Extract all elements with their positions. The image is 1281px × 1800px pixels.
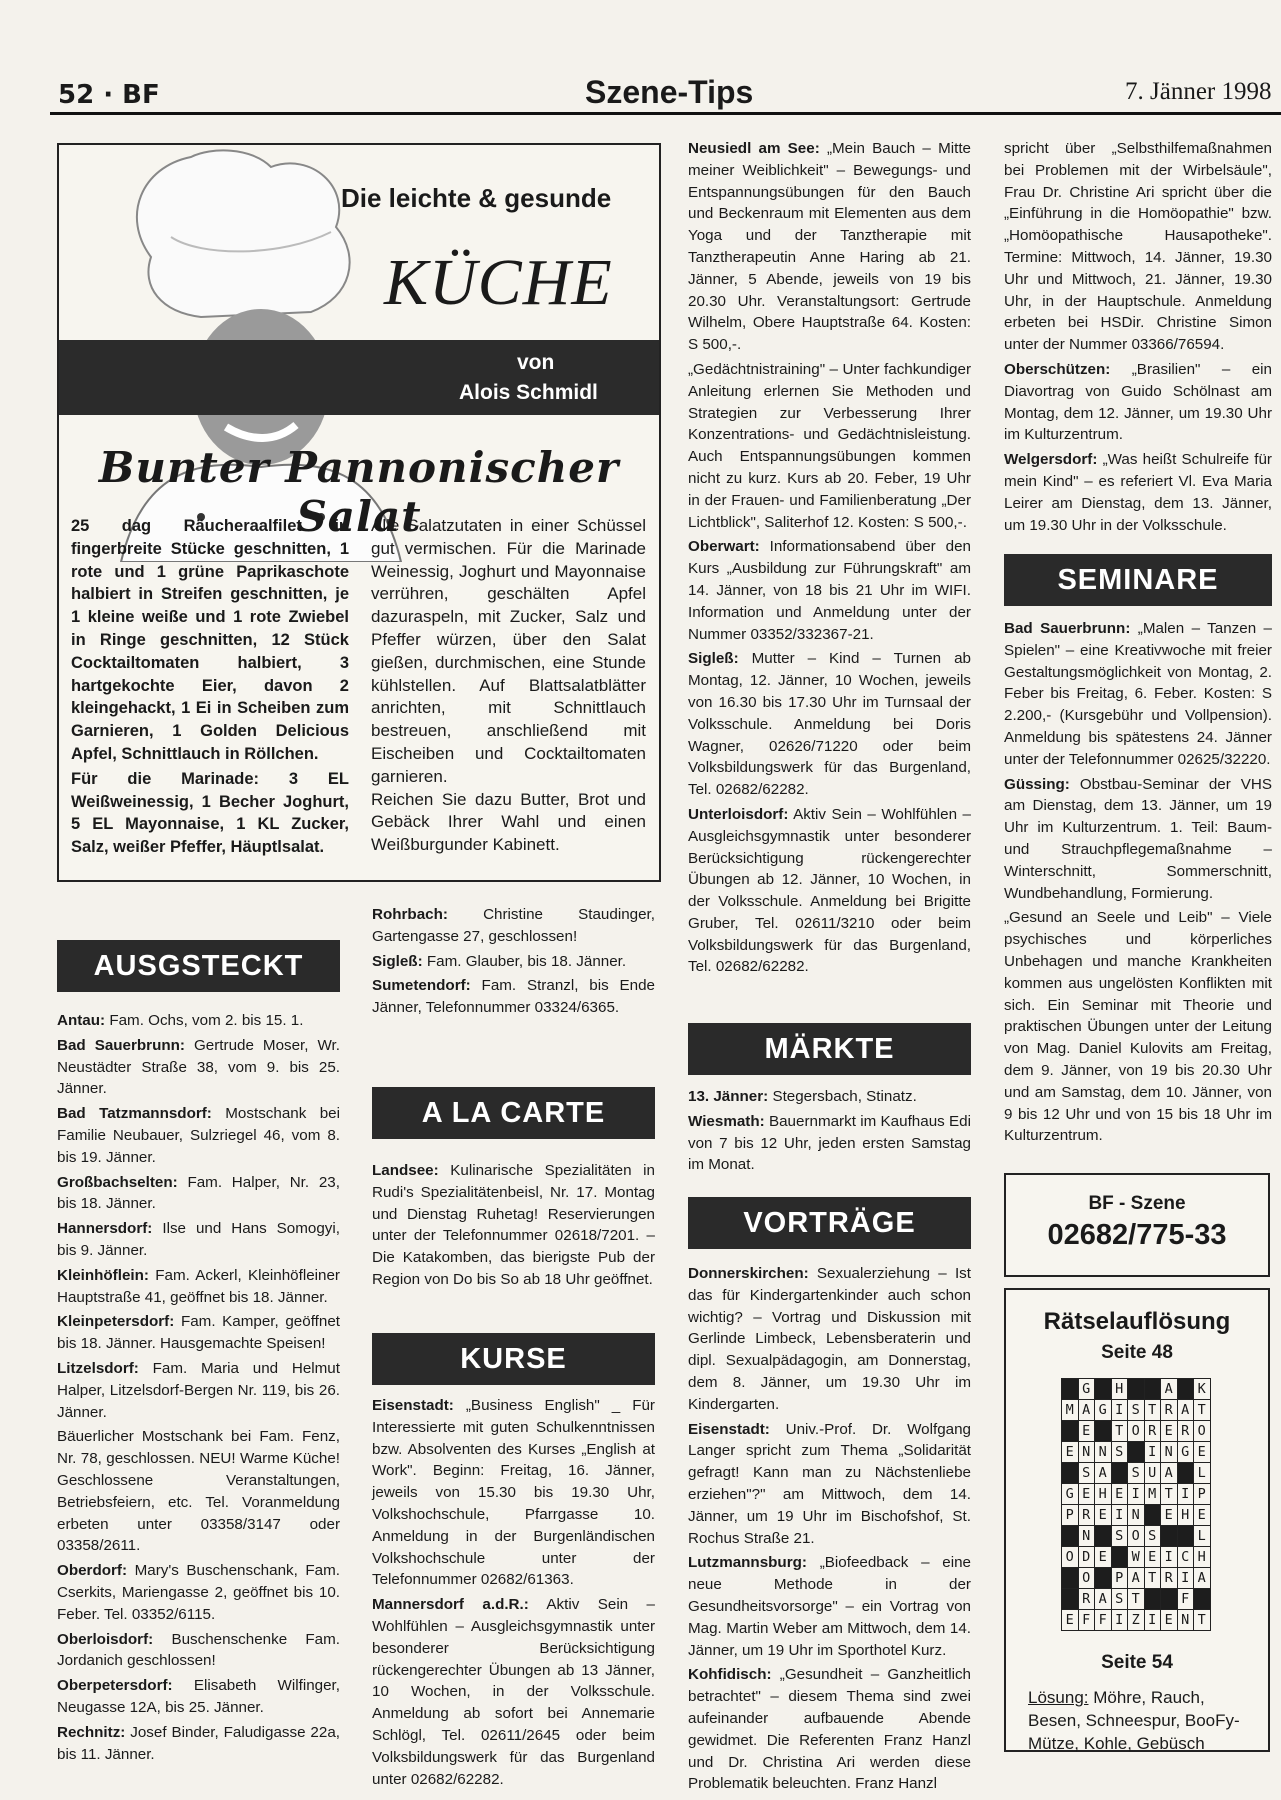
grid-letter-cell: F <box>1078 1610 1095 1631</box>
listing-place: Rohrbach: <box>372 906 448 923</box>
listing-entry <box>688 1086 971 1108</box>
listing-text: Univ.-Prof. Dr. Wolfgang Langer spricht zum Thema „Solidarität gefragt! Kann man zu Nächstenliebe erziehen"?" am Mittwoch, dem 14. Jänner, um 19 Uhr im Bischofshof, St. Rochus Straße 21. <box>688 1420 971 1547</box>
ingredients-list: 25 dag Räucheraalfilet in fingerbreite Stücke geschnitten, 1 rote und 1 grüne Paprikaschote halbiert in Streifen geschnitten, je 1 kleine weiße und 1 rote Zwiebel in Ringe geschnitten, 12 Stück Cocktailtomaten halbiert, 3 hartgekochte Eier, davon 2 kleingehackt, 1 Ei in Scheiben zum Garnieren, 1 Golden Delicious Apfel, Schnittlauch in Röllchen. <box>71 517 349 763</box>
puzzle-solution-box <box>1004 1288 1270 1752</box>
grid-letter-cell: O <box>1078 1568 1095 1589</box>
listing-text: Fam. Halper, Nr. 23, bis 18. Jänner. <box>57 1173 340 1213</box>
grid-letter-cell: G <box>1095 1400 1112 1421</box>
listing-text: Bäuerlicher Mostschank bei Fam. Fenz, Nr. 78, geschlossen. NEU! Warme Küche! Geschlossene Veranstaltungen, Betriebsfeiern, etc. Tel. Voranmeldung erbeten unter 03358/3147 oder 03358/2611. <box>57 1428 340 1555</box>
grid-letter-cell: T <box>1194 1400 1211 1421</box>
grid-letter-cell: E <box>1111 1484 1128 1505</box>
grid-letter-cell: I <box>1111 1505 1128 1526</box>
listing-place: Wiesmath: <box>688 1112 765 1130</box>
grid-letter-cell: S <box>1128 1463 1145 1484</box>
grid-black-cell <box>1144 1589 1161 1610</box>
listing-entry <box>57 1722 340 1766</box>
listing-place: Oberwart: <box>688 538 760 556</box>
listing-entry <box>688 1664 971 1795</box>
grid-letter-cell: T <box>1111 1421 1128 1442</box>
listing-text: Bauernmarkt im Kaufhaus Edi von 7 bis 12 Uhr, jeden ersten Samstag im Monat. <box>688 1112 971 1174</box>
grid-letter-cell: S <box>1078 1463 1095 1484</box>
banner-ausgsteckt: AUSGSTECKT <box>57 940 340 992</box>
grid-letter-cell: I <box>1177 1568 1194 1589</box>
grid-letter-cell: I <box>1144 1610 1161 1631</box>
column-headline: Die leichte & gesunde <box>341 183 612 213</box>
listing-place: Mannersdorf a.d.R.: <box>372 1596 529 1614</box>
listing-entry <box>1004 359 1272 446</box>
grid-letter-cell: E <box>1161 1505 1178 1526</box>
column-title-kueche: KÜCHE <box>384 246 613 319</box>
instructions <box>371 515 646 857</box>
vortraege-list <box>688 1263 971 1798</box>
banner-maerkte: MÄRKTE <box>688 1023 971 1075</box>
grid-black-cell <box>1062 1589 1079 1610</box>
szene-contact-box <box>1004 1173 1270 1277</box>
listing-place: Lutzmannsburg: <box>688 1554 807 1572</box>
listing-entry <box>688 138 971 356</box>
grid-letter-cell: M <box>1144 1484 1161 1505</box>
listing-text: Ilse und Hans Somogyi, bis 9. Jänner. <box>57 1220 340 1259</box>
banner-kurse: KURSE <box>372 1333 655 1385</box>
grid-letter-cell: N <box>1161 1442 1178 1463</box>
recipe-title: Bunter Pannonischer Salat <box>98 443 620 541</box>
listing-place: Oberloisdorf: <box>57 1630 154 1648</box>
listing-entry <box>1004 449 1272 536</box>
crossword-grid <box>1061 1378 1211 1631</box>
listing-text: Obstbau-Seminar der VHS am Dienstag, dem 13. Jänner, um 19 Uhr im Kulturzentrum. 1. Teil: Baum- und Strauchpflegemaßnahme – Winterschnitt, Sommerschnitt, Wundbehandlung, Formierung. <box>1004 775 1272 902</box>
grid-row <box>1062 1547 1211 1568</box>
alacarte-list <box>372 1160 655 1294</box>
listing-place: Landsee: <box>372 1162 439 1179</box>
listing-entry <box>688 1552 971 1661</box>
listing-place: Sumetendorf: <box>372 977 471 995</box>
grid-letter-cell: O <box>1194 1421 1211 1442</box>
grid-letter-cell: N <box>1078 1526 1095 1547</box>
listing-text: Fam. Ackerl, Kleinhöfleiner Hauptstraße 41, geöffnet bis 18. Jänner. <box>57 1266 340 1306</box>
listing-text: Fam. Ochs, vom 2. bis 15. 1. <box>109 1012 304 1029</box>
grid-letter-cell: T <box>1161 1484 1178 1505</box>
grid-row <box>1062 1421 1211 1442</box>
listing-place: Welgersdorf: <box>1004 451 1098 469</box>
grid-letter-cell: T <box>1128 1589 1145 1610</box>
grid-letter-cell: A <box>1095 1463 1112 1484</box>
puzzle-page-48: Seite 48 <box>1101 1342 1173 1363</box>
grid-letter-cell: R <box>1144 1421 1161 1442</box>
by-label: von <box>517 351 555 374</box>
listing-place: 13. Jänner: <box>688 1088 769 1105</box>
grid-letter-cell: O <box>1062 1547 1079 1568</box>
grid-black-cell <box>1111 1547 1128 1568</box>
listing-place: Oberschützen: <box>1004 360 1111 378</box>
solution-words: Möhre, Rauch, Besen, Schneespur, BooFy-Mütze, Kohle, Gebüsch <box>1028 1688 1240 1753</box>
listing-text: „Business English" _ Für Interessierte mit guten Schulkenntnissen bzw. Absolventen des Kurses „English at Work". Beginn: Freitag, 16. Jänner, jeweils von 15.30 bis 19.30 Uhr, Volkshochschule, Pfarrgasse 10. Anmeldung in der Burgenländischen Volkshochschule unter der Telefonnummer 02682/61363. <box>372 1397 655 1589</box>
grid-black-cell <box>1095 1568 1112 1589</box>
listing-text: Josef Binder, Faludigasse 22a, bis 11. Jänner. <box>57 1723 340 1763</box>
grid-letter-cell: E <box>1078 1484 1095 1505</box>
grid-letter-cell: N <box>1177 1610 1194 1631</box>
listing-entry <box>688 359 971 533</box>
listing-place: Litzelsdorf: <box>57 1359 139 1377</box>
grid-letter-cell: H <box>1111 1379 1128 1400</box>
listing-text: „Was heißt Schulreife für mein Kind" – es referiert Vl. Eva Maria Leirer am Dienstag, dem 13. Jänner, um 19.30 Uhr in der Volksschule. <box>1004 451 1272 534</box>
listing-text: Elisabeth Wilfinger, Neugasse 12A, bis 25. Jänner. <box>57 1677 340 1716</box>
grid-row <box>1062 1526 1211 1547</box>
grid-black-cell <box>1062 1463 1079 1484</box>
listing-text: „Gesund an Seele und Leib" – Viele psychisches und körperliches Unbehagen und manche Krankheiten kommen aus ungelösten Konflikten mit sich. Ein Seminar mit Theorie und praktischen Übungen unter der Leitung von Mag. Daniel Kulovits am Freitag, dem 9. Jänner, von 19 bis 20.30 Uhr und am Samstag, dem 10. Jänner, von 9 bis 12 Uhr und von 15 bis 18 Uhr im Kulturzentrum. <box>1004 909 1272 1145</box>
szene-phone: 02682/775-33 <box>1047 1219 1227 1251</box>
grid-letter-cell: T <box>1144 1568 1161 1589</box>
listing-entry <box>372 951 655 973</box>
listing-text: Gertrude Moser, Wr. Neustädter Straße 38, vom 9. bis 25. Jänner. <box>57 1036 340 1098</box>
grid-letter-cell: A <box>1128 1568 1145 1589</box>
instructions-serving: Reichen Sie dazu Butter, Brot und Gebäck Ihrer Wahl und einen Weißburgunder Kabinett. <box>371 789 646 855</box>
grid-black-cell <box>1144 1379 1161 1400</box>
listing-text: „Biofeedback – eine neue Methode in der Gesundheitsvorsorge" – ein Vortrag von Mag. Martin Weber am Mittwoch, dem 14. Jänner, um 19 Uhr im Sporthotel Kurz. <box>688 1554 971 1659</box>
listing-entry <box>57 1035 340 1100</box>
issue-date: 7. Jänner 1998 <box>1125 78 1272 105</box>
maerkte-list <box>688 1086 971 1179</box>
kurse-list <box>372 1395 655 1793</box>
puzzle-title: Rätselauflösung <box>1043 1308 1231 1335</box>
grid-black-cell <box>1095 1379 1112 1400</box>
grid-letter-cell: L <box>1194 1463 1211 1484</box>
grid-black-cell <box>1062 1421 1079 1442</box>
grid-letter-cell: S <box>1111 1589 1128 1610</box>
grid-letter-cell: R <box>1078 1589 1095 1610</box>
listing-entry <box>1004 618 1272 771</box>
grid-black-cell <box>1128 1442 1145 1463</box>
listing-text: spricht über „Selbsthilfemaßnahmen bei Problemen mit der Wirbelsäule", Frau Dr. Christine Ari spricht über die „Einführung in die Homöopathie" bzw. „Homöopathische Hausapotheke". Termine: Mittwoch, 14. Jänner, 19.30 Uhr und Mittwoch, 21. Jänner, 19.30 Uhr, in der Hauptschule. Anmeldung erbeten bei HSDir. Christine Simon unter der Nummer 03366/76594. <box>1004 140 1272 354</box>
grid-black-cell <box>1144 1505 1161 1526</box>
grid-letter-cell: S <box>1111 1442 1128 1463</box>
grid-row <box>1062 1442 1211 1463</box>
listing-text: Mostschank bei Familie Neubauer, Sulzriegel 46, vom 8. bis 19. Jänner. <box>57 1105 340 1166</box>
grid-letter-cell: D <box>1078 1547 1095 1568</box>
grid-black-cell <box>1111 1463 1128 1484</box>
page-number: 52 · BF <box>58 80 160 110</box>
listing-place: Oberdorf: <box>57 1562 128 1580</box>
listing-text: Buschenschenke Fam. Jordanich geschlossen! <box>57 1630 340 1670</box>
grid-letter-cell: T <box>1144 1400 1161 1421</box>
grid-letter-cell: N <box>1128 1505 1145 1526</box>
ausgsteckt-list <box>57 1010 340 1768</box>
marinade-list: Für die Marinade: 3 EL Weißweinessig, 1 Becher Joghurt, 5 EL Mayonnaise, 1 KL Zucker, Salz, weißer Pfeffer, Häuptlsalat. <box>71 769 349 857</box>
grid-row <box>1062 1568 1211 1589</box>
ausgsteckt-list-continued <box>372 904 655 1022</box>
grid-letter-cell: F <box>1095 1610 1112 1631</box>
listing-text: Kulinarische Spezialitäten in Rudi's Spezialitätenbeisl, Nr. 17. Montag und Dienstag Ruhetag! Reservierungen unter der Telefonnummer 02618/7201. – Die Katakomben, das bierigste Pub der Region von Do bis So ab 18 Uhr geöffnet. <box>372 1162 655 1288</box>
grid-letter-cell: C <box>1177 1547 1194 1568</box>
listing-text: Mary's Buschenschank, Fam. Cserkits, Mariengasse 2, geöffnet bis 10. Feber. Tel. 03352/6115. <box>57 1562 340 1623</box>
grid-letter-cell: E <box>1062 1442 1079 1463</box>
grid-letter-cell: O <box>1128 1526 1145 1547</box>
listing-text: Mutter – Kind – Turnen ab Montag, 12. Jänner, 10 Wochen, jeweils von 16.30 bis 17.30 Uhr im Turnsaal der Volksschule. Anmeldung bei Doris Wagner, 02626/71220 oder beim Volksbildungswerk für das Burgenland, Tel. 02682/62282. <box>688 650 971 799</box>
grid-letter-cell: K <box>1194 1379 1211 1400</box>
grid-letter-cell: U <box>1144 1463 1161 1484</box>
listing-entry <box>57 1358 340 1423</box>
grid-letter-cell: E <box>1078 1421 1095 1442</box>
listing-text: Christine Staudinger, Gartengasse 27, geschlossen! <box>372 906 655 945</box>
listing-place: Eisenstadt: <box>688 1420 770 1438</box>
listing-place: Kleinhöflein: <box>57 1266 149 1284</box>
grid-black-cell <box>1177 1526 1194 1547</box>
listing-place: Donnerskirchen: <box>688 1265 809 1282</box>
grid-letter-cell: S <box>1128 1400 1145 1421</box>
listing-place: Kleinpetersdorf: <box>57 1313 175 1331</box>
banner-seminare: SEMINARE <box>1004 554 1272 606</box>
grid-letter-cell: I <box>1128 1484 1145 1505</box>
grid-letter-cell: I <box>1144 1442 1161 1463</box>
listing-entry <box>57 1218 340 1262</box>
listing-text: Sexualerziehung – Ist das für Kindergartenkinder auch schon wichtig? – Vortrag und Diskussion mit Gerlinde Limbeck, Lebensberaterin und dipl. Sexualpädagogin, am Donnerstag, dem 8. Jänner, um 19.30 Uhr im Kindergarten. <box>688 1265 971 1413</box>
listing-entry <box>372 1160 655 1291</box>
grid-black-cell <box>1062 1526 1079 1547</box>
listing-entry <box>57 1010 340 1032</box>
grid-letter-cell: Z <box>1128 1610 1145 1631</box>
listing-place: Hannersdorf: <box>57 1220 153 1238</box>
grid-letter-cell: A <box>1177 1400 1194 1421</box>
listing-entry <box>372 904 655 948</box>
solution-label: Lösung: <box>1028 1688 1089 1707</box>
grid-letter-cell: I <box>1111 1610 1128 1631</box>
section-title: Szene-Tips <box>585 74 754 110</box>
grid-letter-cell: A <box>1161 1379 1178 1400</box>
author-name: Alois Schmidl <box>459 381 598 404</box>
grid-letter-cell: P <box>1111 1568 1128 1589</box>
listing-text: Fam. Maria und Helmut Halper, Litzelsdorf-Bergen Nr. 119, bis 26. Jänner. <box>57 1359 340 1421</box>
listing-entry <box>372 1395 655 1591</box>
banner-alacarte: A LA CARTE <box>372 1087 655 1139</box>
listing-entry <box>57 1172 340 1216</box>
grid-letter-cell: E <box>1095 1547 1112 1568</box>
ingredients <box>71 515 349 861</box>
listing-place: Antau: <box>57 1012 106 1029</box>
seminare-list <box>1004 618 1272 1150</box>
banner-vortraege: VORTRÄGE <box>688 1197 971 1249</box>
listing-text: „Gedächtnistraining" – Unter fachkundiger Anleitung erlernen Sie Methoden und Strategien zur Verbesserung Ihrer Konzentrations- und Gedächtnisleistung. Auch Entspannungsübungen kommen nicht zu kurz. Kurs ab 20. Feber, 19 Uhr in der Frauen- und Familienberatung „Der Lichtblick", Saliterhof 12. Kosten: S 500,-. <box>688 360 971 531</box>
listing-place: Neusiedl am See: <box>688 140 820 157</box>
listing-place: Sigleß: <box>372 952 423 970</box>
listing-text: Informationsabend über den Kurs „Ausbildung zur Führungskraft" am 14. Jänner, von 18 bis 21 Uhr im WIFI. Information und Anmeldung unter der Nummer 03352/332367-21. <box>688 538 971 643</box>
listing-entry <box>57 1629 340 1673</box>
listing-entry <box>1004 907 1272 1147</box>
listing-entry <box>57 1265 340 1309</box>
grid-letter-cell: E <box>1194 1442 1211 1463</box>
listing-text: Fam. Kamper, geöffnet bis 18. Jänner. Hausgemachte Speisen! <box>57 1313 340 1353</box>
grid-letter-cell: S <box>1144 1526 1161 1547</box>
grid-black-cell <box>1177 1463 1194 1484</box>
grid-row <box>1062 1400 1211 1421</box>
grid-letter-cell: L <box>1194 1526 1211 1547</box>
grid-letter-cell: T <box>1194 1610 1211 1631</box>
grid-black-cell <box>1095 1526 1112 1547</box>
grid-black-cell <box>1194 1589 1211 1610</box>
grid-black-cell <box>1062 1568 1079 1589</box>
listing-place: Bad Tatzmannsdorf: <box>57 1105 212 1123</box>
listing-place: Großbachselten: <box>57 1173 178 1191</box>
listing-entry <box>57 1103 340 1168</box>
grid-letter-cell: R <box>1161 1568 1178 1589</box>
listing-entry <box>688 1111 971 1176</box>
header-rule <box>50 112 1281 115</box>
listing-text: Aktiv Sein – Wohlfühlen – Ausgleichsgymnastik unter besonderer Berücksichtigung rückengerechter Übungen ab 12. Jänner, 10 Wochen, in der Volksschule. Anmeldung bei Brigitte Gruber, Tel. 02611/3210 oder beim Volksbildungswerk für das Burgenland, Tel. 02682/62282. <box>688 805 971 976</box>
listing-entry <box>688 648 971 801</box>
grid-letter-cell: R <box>1161 1400 1178 1421</box>
listing-entry <box>688 536 971 645</box>
grid-letter-cell: G <box>1177 1442 1194 1463</box>
listing-entry <box>372 975 655 1019</box>
listing-text: „Brasilien" – ein Diavortrag von Guido Schölnast am Montag, dem 12. Jänner, um 19.30 Uhr im Kulturzentrum. <box>1004 360 1272 444</box>
listing-text: Fam. Stranzl, bis Ende Jänner, Telefonnummer 03324/6365. <box>372 977 655 1017</box>
grid-letter-cell: E <box>1161 1421 1178 1442</box>
grid-letter-cell: E <box>1062 1610 1079 1631</box>
grid-black-cell <box>1128 1379 1145 1400</box>
listing-place: Güssing: <box>1004 775 1070 793</box>
listing-entry <box>57 1560 340 1625</box>
listing-entry <box>1004 774 1272 905</box>
grid-letter-cell: O <box>1128 1421 1145 1442</box>
listing-entry <box>57 1426 340 1557</box>
listing-place: Sigleß: <box>688 650 739 668</box>
listing-place: Eisenstadt: <box>372 1397 454 1414</box>
grid-letter-cell: N <box>1078 1442 1095 1463</box>
grid-letter-cell: F <box>1177 1589 1194 1610</box>
listing-entry <box>688 804 971 978</box>
grid-letter-cell: E <box>1095 1505 1112 1526</box>
listing-entry <box>688 1419 971 1550</box>
listing-entry <box>57 1675 340 1719</box>
grid-letter-cell: I <box>1177 1484 1194 1505</box>
listing-entry <box>688 1263 971 1416</box>
grid-letter-cell: G <box>1062 1484 1079 1505</box>
grid-letter-cell: R <box>1078 1505 1095 1526</box>
grid-black-cell <box>1095 1421 1112 1442</box>
grid-letter-cell: H <box>1177 1505 1194 1526</box>
grid-letter-cell: R <box>1177 1421 1194 1442</box>
grid-letter-cell: A <box>1095 1589 1112 1610</box>
listing-place: Bad Sauerbrunn: <box>57 1036 185 1054</box>
grid-letter-cell: G <box>1078 1379 1095 1400</box>
grid-letter-cell: E <box>1161 1610 1178 1631</box>
listing-place: Oberpetersdorf: <box>57 1677 173 1695</box>
grid-letter-cell: E <box>1194 1505 1211 1526</box>
grid-letter-cell: N <box>1095 1442 1112 1463</box>
instructions-text: Alle Salatzutaten in einer Schüssel gut vermischen. Für die Marinade Weinessig, Joghurt und Mayonnaise verrühren, geschälten Apfel dazuraspeln, mit Zucker, Salz und Pfeffer würzen, über den Salat gießen, durchmischen, eine Stunde kühlstellen. Auf Blattsalatblätter anrichten, mit Schnittlauch bestreuen, anschließend mit Eischeiben und Cocktailtomaten garnieren. <box>371 516 646 786</box>
grid-row <box>1062 1505 1211 1526</box>
grid-letter-cell: W <box>1128 1547 1145 1568</box>
grid-letter-cell: H <box>1194 1547 1211 1568</box>
grid-black-cell <box>1177 1379 1194 1400</box>
grid-letter-cell: P <box>1194 1484 1211 1505</box>
szene-label: BF - Szene <box>1088 1193 1186 1214</box>
grid-letter-cell: M <box>1062 1400 1079 1421</box>
grid-row <box>1062 1589 1211 1610</box>
vortraege-list-continued <box>1004 138 1272 539</box>
listing-entry <box>372 1594 655 1790</box>
recipe-box <box>57 143 661 882</box>
grid-row <box>1062 1610 1211 1631</box>
listing-text: Stegersbach, Stinatz. <box>772 1088 917 1105</box>
listing-place: Rechnitz: <box>57 1723 126 1741</box>
listing-place: Unterloisdorf: <box>688 805 789 823</box>
grid-letter-cell: H <box>1095 1484 1112 1505</box>
grid-letter-cell: E <box>1144 1547 1161 1568</box>
listing-text: „Mein Bauch – Mitte meiner Weiblichkeit" – Bewegungs- und Entspannungsübungen für den Bauch und Beckenraum mit Elementen aus dem Yoga und der Tanztherapie mit Tanztherapeutin Anne Haring ab 21. Jänner, 5 Abende, jeweils von 19 bis 20.30 Uhr. Veranstaltungsort: Gertrude Wilhelm, Obere Hauptstraße 64. Kosten: S 500,-. <box>688 140 971 354</box>
grid-black-cell <box>1062 1379 1079 1400</box>
grid-black-cell <box>1161 1589 1178 1610</box>
grid-row <box>1062 1379 1211 1400</box>
puzzle-page-54: Seite 54 <box>1101 1652 1173 1673</box>
puzzle-solution-text <box>1028 1686 1253 1755</box>
listing-place: Kohfidisch: <box>688 1666 772 1684</box>
grid-black-cell <box>1161 1526 1178 1547</box>
listing-text: „Malen – Tanzen – Spielen" – eine Kreativwoche mit freier Gestaltungsmöglichkeit von Montag, 2. Feber bis Freitag, 6. Feber. Kosten: S 2.200,- (Kursgebühr und Vollpension). Anmeldung bis spätestens 24. Jänner unter der Telefonnummer 02625/32220. <box>1004 620 1272 768</box>
listing-text: Fam. Glauber, bis 18. Jänner. <box>426 952 627 970</box>
grid-row <box>1062 1484 1211 1505</box>
listing-text: „Gesundheit – Ganzheitlich betrachtet" – diesem Thema sind zwei aufeinander aufbauende Abende gewidmet. Die Referenten Franz Hanzl und Dr. Christina Ari werden diese Problematik beleuchten. Franz Hanzl <box>688 1666 971 1793</box>
grid-letter-cell: A <box>1078 1400 1095 1421</box>
kurse-list-continued <box>688 138 971 981</box>
grid-letter-cell: A <box>1161 1463 1178 1484</box>
grid-letter-cell: S <box>1111 1526 1128 1547</box>
listing-entry <box>1004 138 1272 356</box>
grid-letter-cell: A <box>1194 1568 1211 1589</box>
grid-row <box>1062 1463 1211 1484</box>
listing-entry <box>57 1311 340 1355</box>
listing-place: Bad Sauerbrunn: <box>1004 620 1131 637</box>
grid-letter-cell: I <box>1161 1547 1178 1568</box>
grid-letter-cell: I <box>1111 1400 1128 1421</box>
grid-letter-cell: P <box>1062 1505 1079 1526</box>
listing-text: Aktiv Sein – Wohlfühlen – Ausgleichsgymnastik unter besonderer Berücksichtigung rückengerechter Übungen ab 13 Jänner, 10 Wochen, in der Volksschule. Anmeldung ab sofort bei Annemarie Schlögl, Tel. 02611/2645 oder beim Volksbildungswerk für das Burgenland unter 02682/62282. <box>372 1596 655 1788</box>
